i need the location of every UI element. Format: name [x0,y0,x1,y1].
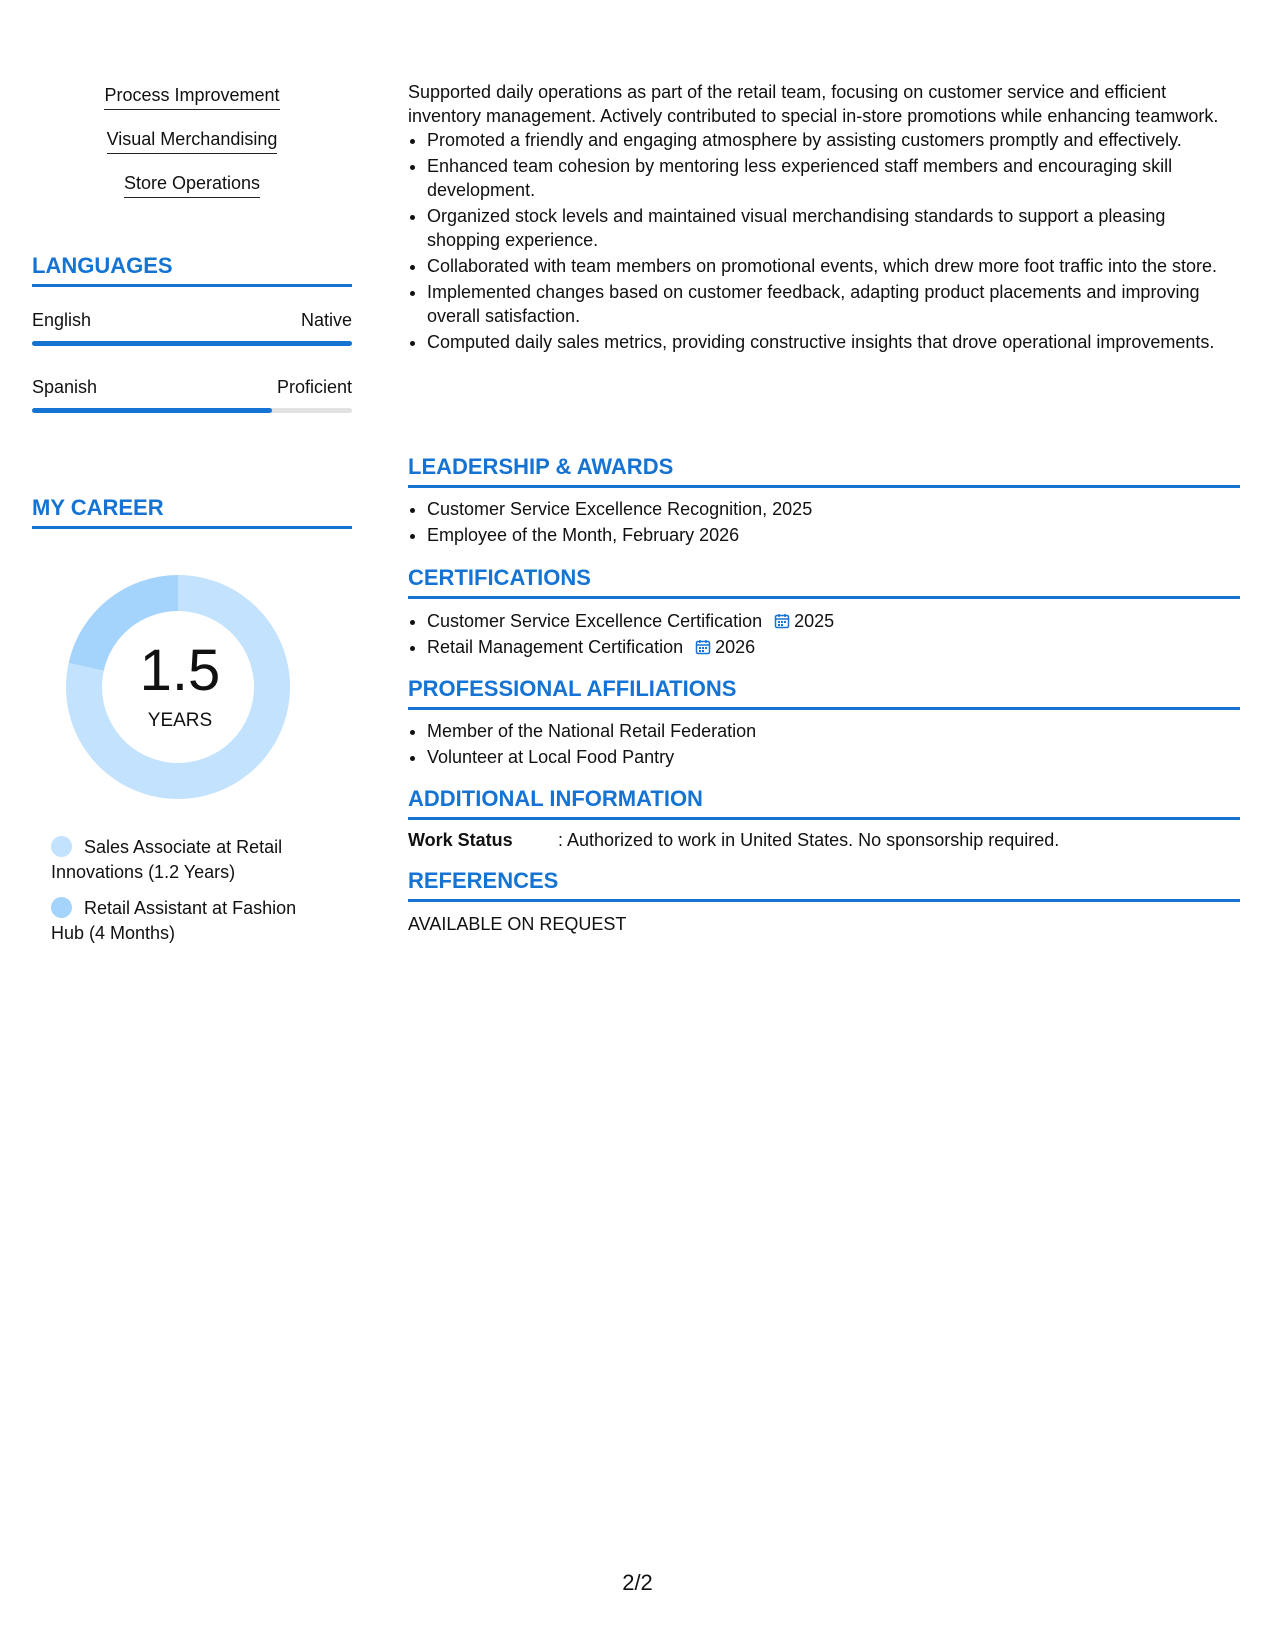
section-title-additional: ADDITIONAL INFORMATION [408,786,1240,820]
experience-bullet: • Collaborated with team members on promotional events, which drew more foot traffic into the store. [427,254,1240,278]
additional-section [408,786,1240,852]
leadership-item: • Employee of the Month, February 2026 [427,523,1240,547]
career-role-label: Sales Associate at Retail Innovations (1.2 Years) [51,837,283,882]
language-name: English [32,310,92,330]
language-row [32,376,352,413]
career-legend [51,835,331,957]
skills-list [32,84,352,216]
certification-item [427,635,1240,659]
experience-bullet: • Organized stock levels and maintained visual merchandising standards to support a pleasing shopping experience. [427,204,1240,252]
career-section [32,495,352,529]
leadership-item: • Customer Service Excellence Recognition, 2025 [427,497,1240,521]
certification-name: Customer Service Excellence Certification [427,611,763,631]
language-level: Native [300,310,352,330]
experience-bullets [408,128,1240,354]
career-role-label: Retail Assistant at Fashion Hub (4 Months) [51,898,297,943]
references-section [408,868,1240,936]
section-title-affiliations: PROFESSIONAL AFFILIATIONS [408,676,1240,710]
certifications-section [408,565,1240,661]
skill-item: Store Operations [124,172,260,198]
languages-section [32,253,352,413]
experience-bullet: • Promoted a friendly and engaging atmosphere by assisting customers promptly and effectively. [427,128,1240,152]
language-bar [32,408,352,413]
legend-dot [51,836,72,857]
section-title-languages: LANGUAGES [32,253,352,287]
language-name: Spanish [32,377,98,397]
experience-bullet: • Enhanced team cohesion by mentoring less experienced staff members and encouraging skill development. [427,154,1240,202]
affiliations-list [408,719,1240,769]
language-bar-fill [32,408,272,413]
experience-bullet: • Implemented changes based on customer feedback, adapting product placements and improving overall satisfaction. [427,280,1240,328]
work-status-value: : Authorized to work in United States. No sponsorship required. [558,830,1060,850]
affiliation-item: • Volunteer at Local Food Pantry [427,745,1240,769]
leadership-section [408,454,1240,549]
calendar-icon [695,639,711,655]
experience-block [408,80,1240,356]
references-text: AVAILABLE ON REQUEST [408,914,627,934]
section-title-certifications: CERTIFICATIONS [408,565,1240,599]
certification-year: 2026 [715,637,756,657]
language-level: Proficient [276,377,352,397]
career-legend-item [51,835,331,885]
page-number: 2/2 [622,1570,653,1595]
language-bar [32,341,352,346]
certification-item [427,609,1240,633]
experience-bullet: • Computed daily sales metrics, providing constructive insights that drove operational improvements. [427,330,1240,354]
language-bar-fill [32,341,352,346]
career-total-years: 1.5 [139,638,221,703]
certifications-list [408,609,1240,659]
affiliations-section [408,676,1240,771]
career-total-unit: YEARS [147,710,213,731]
skill-item: Process Improvement [104,84,279,110]
legend-dot [51,897,72,918]
calendar-icon [774,613,790,629]
section-title-references: REFERENCES [408,868,1240,902]
experience-summary: Supported daily operations as part of the retail team, focusing on customer service and efficient inventory management. Actively contributed to special in-store promotions while enhancing teamwork. [408,82,1219,126]
leadership-list [408,497,1240,547]
work-status-label: Work Status [408,830,513,850]
section-title-career: MY CAREER [32,495,352,529]
career-legend-item [51,896,331,946]
language-row [32,309,352,346]
certification-name: Retail Management Certification [427,637,684,657]
affiliation-item: • Member of the National Retail Federation [427,719,1240,743]
certification-year: 2025 [794,611,835,631]
work-status-row [408,828,1240,852]
section-title-leadership: LEADERSHIP & AWARDS [408,454,1240,488]
skill-item: Visual Merchandising [107,128,278,154]
